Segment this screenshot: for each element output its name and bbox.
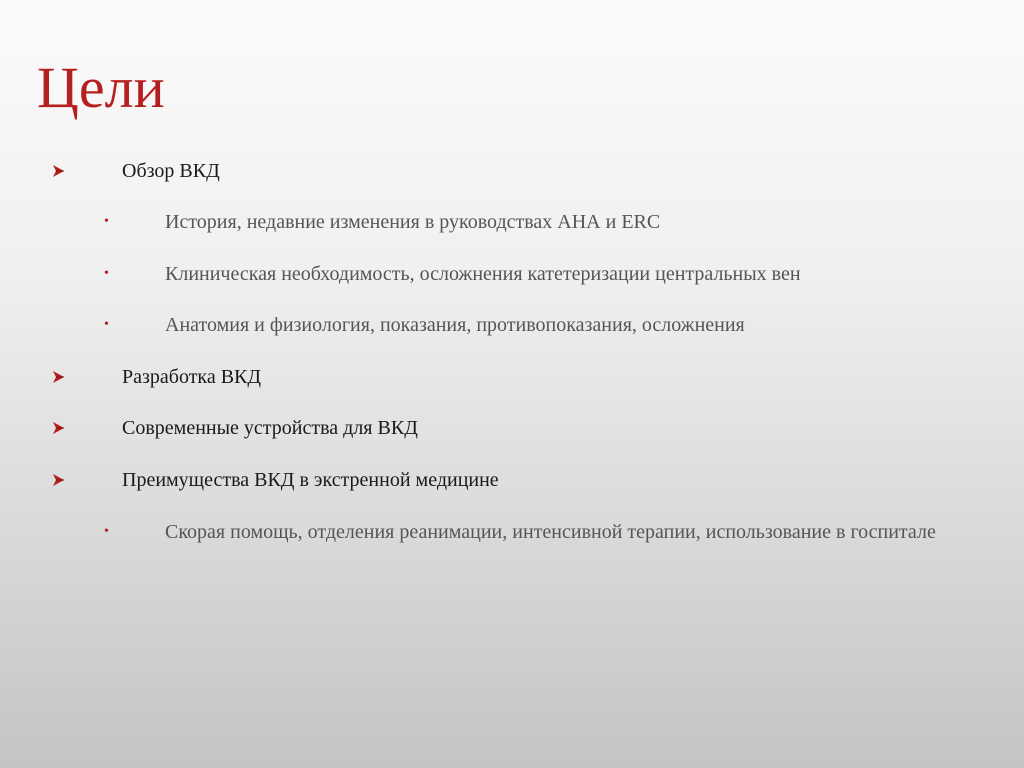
dot-bullet-icon: •: [104, 266, 109, 281]
list-item-text: Разработка ВКД: [122, 366, 262, 388]
arrow-bullet-icon: [52, 413, 70, 443]
slide-title: Цели: [37, 55, 165, 120]
list-item-text: Современные устройства для ВКД: [122, 417, 418, 439]
arrow-bullet-icon: [52, 156, 70, 186]
dot-bullet-icon: •: [104, 214, 109, 229]
list-item: [0, 310, 1024, 340]
list-item: [0, 413, 1024, 443]
list-item: [0, 517, 1024, 597]
list-item-text: Клиническая необходимость, осложнения катетеризации центральных вен: [165, 263, 801, 285]
list-item: [0, 362, 1024, 392]
list-item-text: Преимущества ВКД в экстренной медицине: [122, 469, 499, 491]
list-item: [0, 465, 1024, 495]
arrow-bullet-icon: [52, 362, 70, 392]
list-item-text: Скорая помощь, отделения реанимации, интенсивной терапии, использование в госпитале: [165, 521, 936, 543]
dot-bullet-icon: •: [104, 524, 109, 539]
list-item: [0, 207, 1024, 237]
list-item: [0, 259, 1024, 289]
dot-bullet-icon: •: [104, 317, 109, 332]
list-item-text: История, недавние изменения в руководствах АНА и ERC: [165, 211, 661, 233]
list-item-text: Обзор ВКД: [122, 160, 220, 182]
list-item-text: Анатомия и физиология, показания, противопоказания, осложнения: [165, 314, 745, 336]
arrow-bullet-icon: [52, 465, 70, 495]
list-item: [0, 156, 1024, 186]
